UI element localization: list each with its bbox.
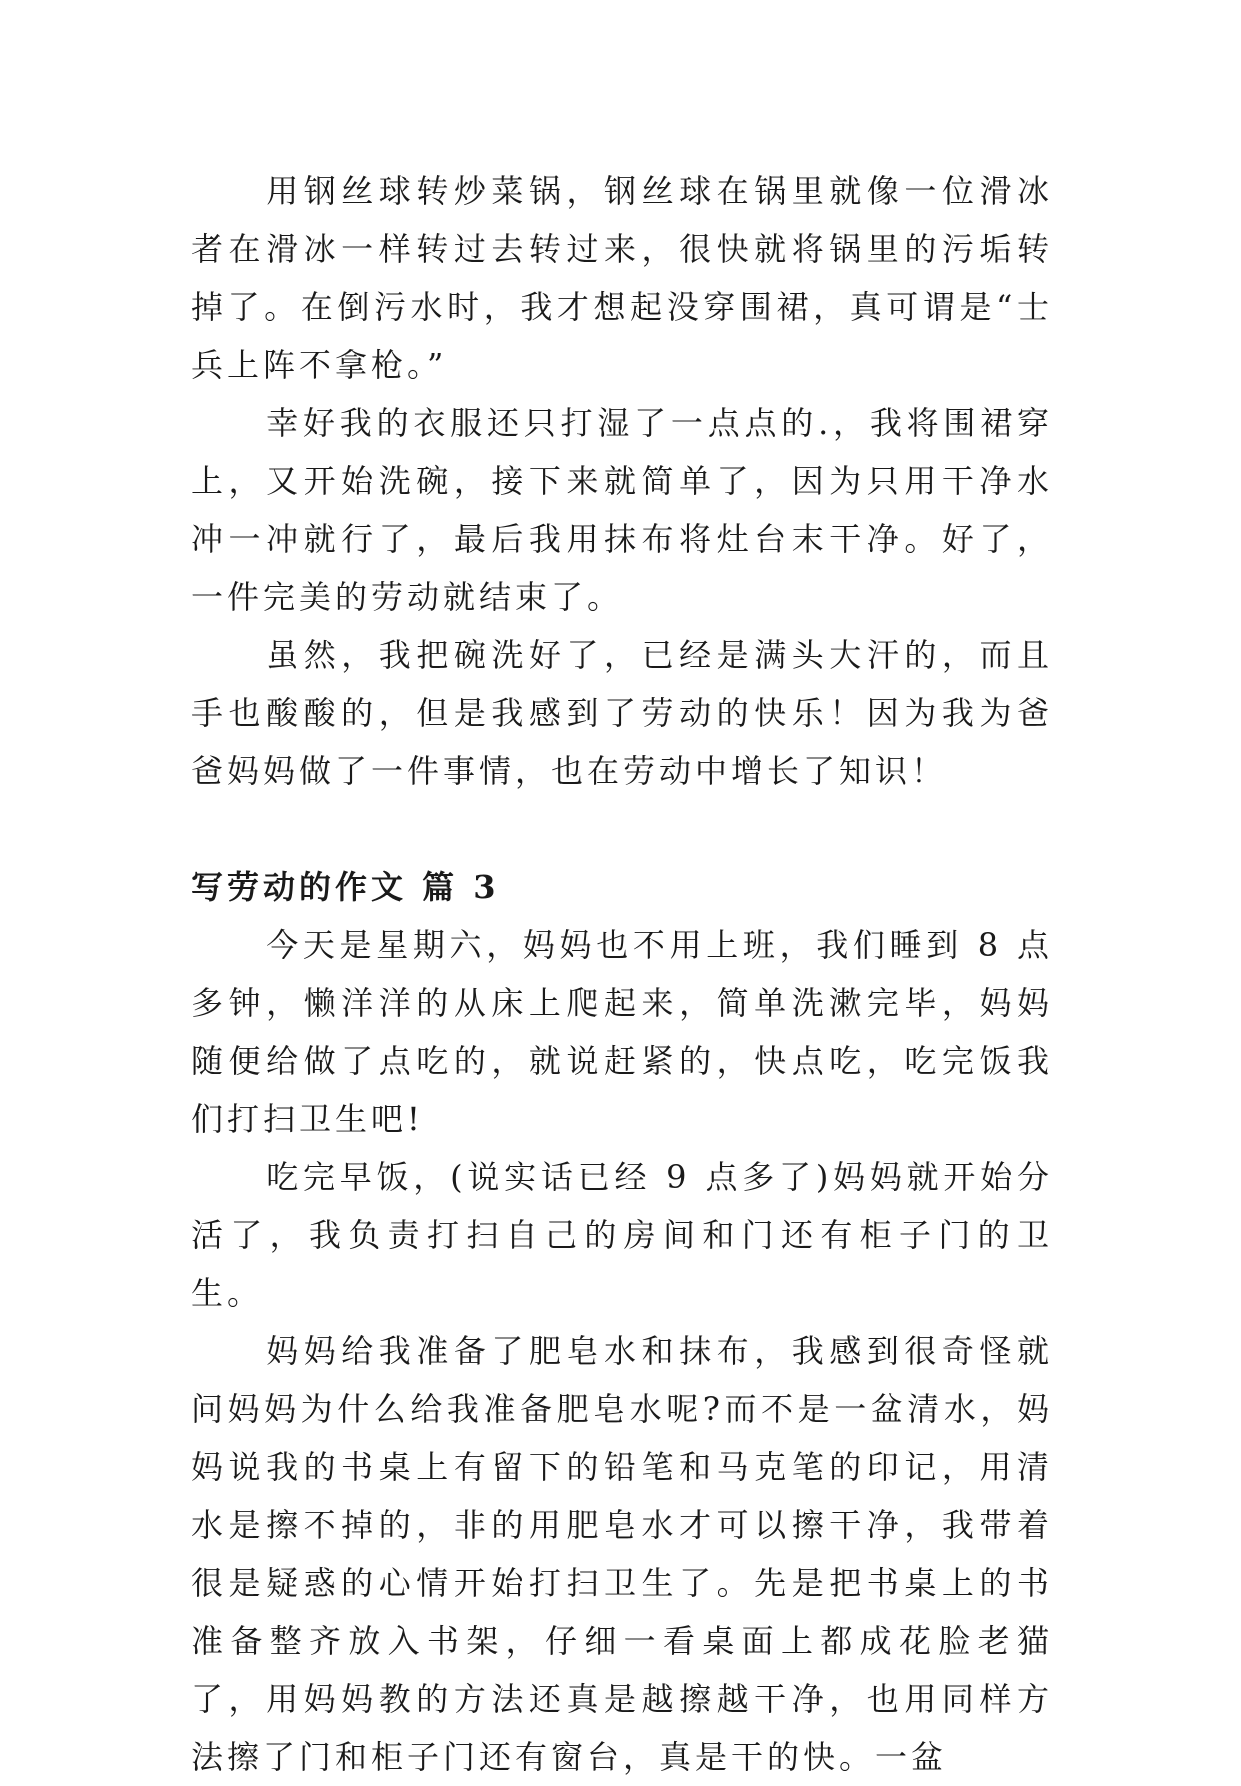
paragraph-6: 妈妈给我准备了肥皂水和抹布，我感到很奇怪就问妈妈为什么给我准备肥皂水呢?而不是一盆清水，妈妈说我的书桌上有留下的铅笔和马克笔的印记，用清水是擦不掉的，非的用肥皂水才可以擦干净，我带着很是疑惑的心情开始打扫卫生了。先是把书桌上的书准备整齐放入书架，仔细一看桌面上都成花脸老猫了，用妈妈教的方法还真是越擦越干净，也用同样方法擦了门和柜子门还有窗台，真是干的快。一盆 bbox=[191, 1332, 1053, 1776]
section-title: 写劳动的作文 篇 3 bbox=[191, 868, 500, 906]
paragraph-1: 用钢丝球转炒菜锅，钢丝球在锅里就像一位滑冰者在滑冰一样转过去转过来，很快就将锅里的污垢转掉了。在倒污水时，我才想起没穿围裙，真可谓是“士兵上阵不拿枪。” bbox=[191, 172, 1053, 384]
paragraph-2: 幸好我的衣服还只打湿了一点点的.，我将围裙穿上，又开始洗碗，接下来就简单了，因为只用干净水冲一冲就行了，最后我用抹布将灶台末干净。好了，一件完美的劳动就结束了。 bbox=[191, 404, 1053, 616]
paragraph-3: 虽然，我把碗洗好了，已经是满头大汗的，而且手也酸酸的，但是我感到了劳动的快乐！因为我为爸爸妈妈做了一件事情，也在劳动中增长了知识！ bbox=[191, 636, 1053, 790]
document-body bbox=[191, 162, 1053, 1786]
paragraph-5: 吃完早饭，(说实话已经 9 点多了)妈妈就开始分活了，我负责打扫自己的房间和门还有柜子门的卫生。 bbox=[191, 1158, 1053, 1312]
paragraph-4: 今天是星期六，妈妈也不用上班，我们睡到 8 点多钟，懒洋洋的从床上爬起来，简单洗漱完毕，妈妈随便给做了点吃的，就说赶紧的，快点吃，吃完饭我们打扫卫生吧! bbox=[191, 926, 1053, 1138]
